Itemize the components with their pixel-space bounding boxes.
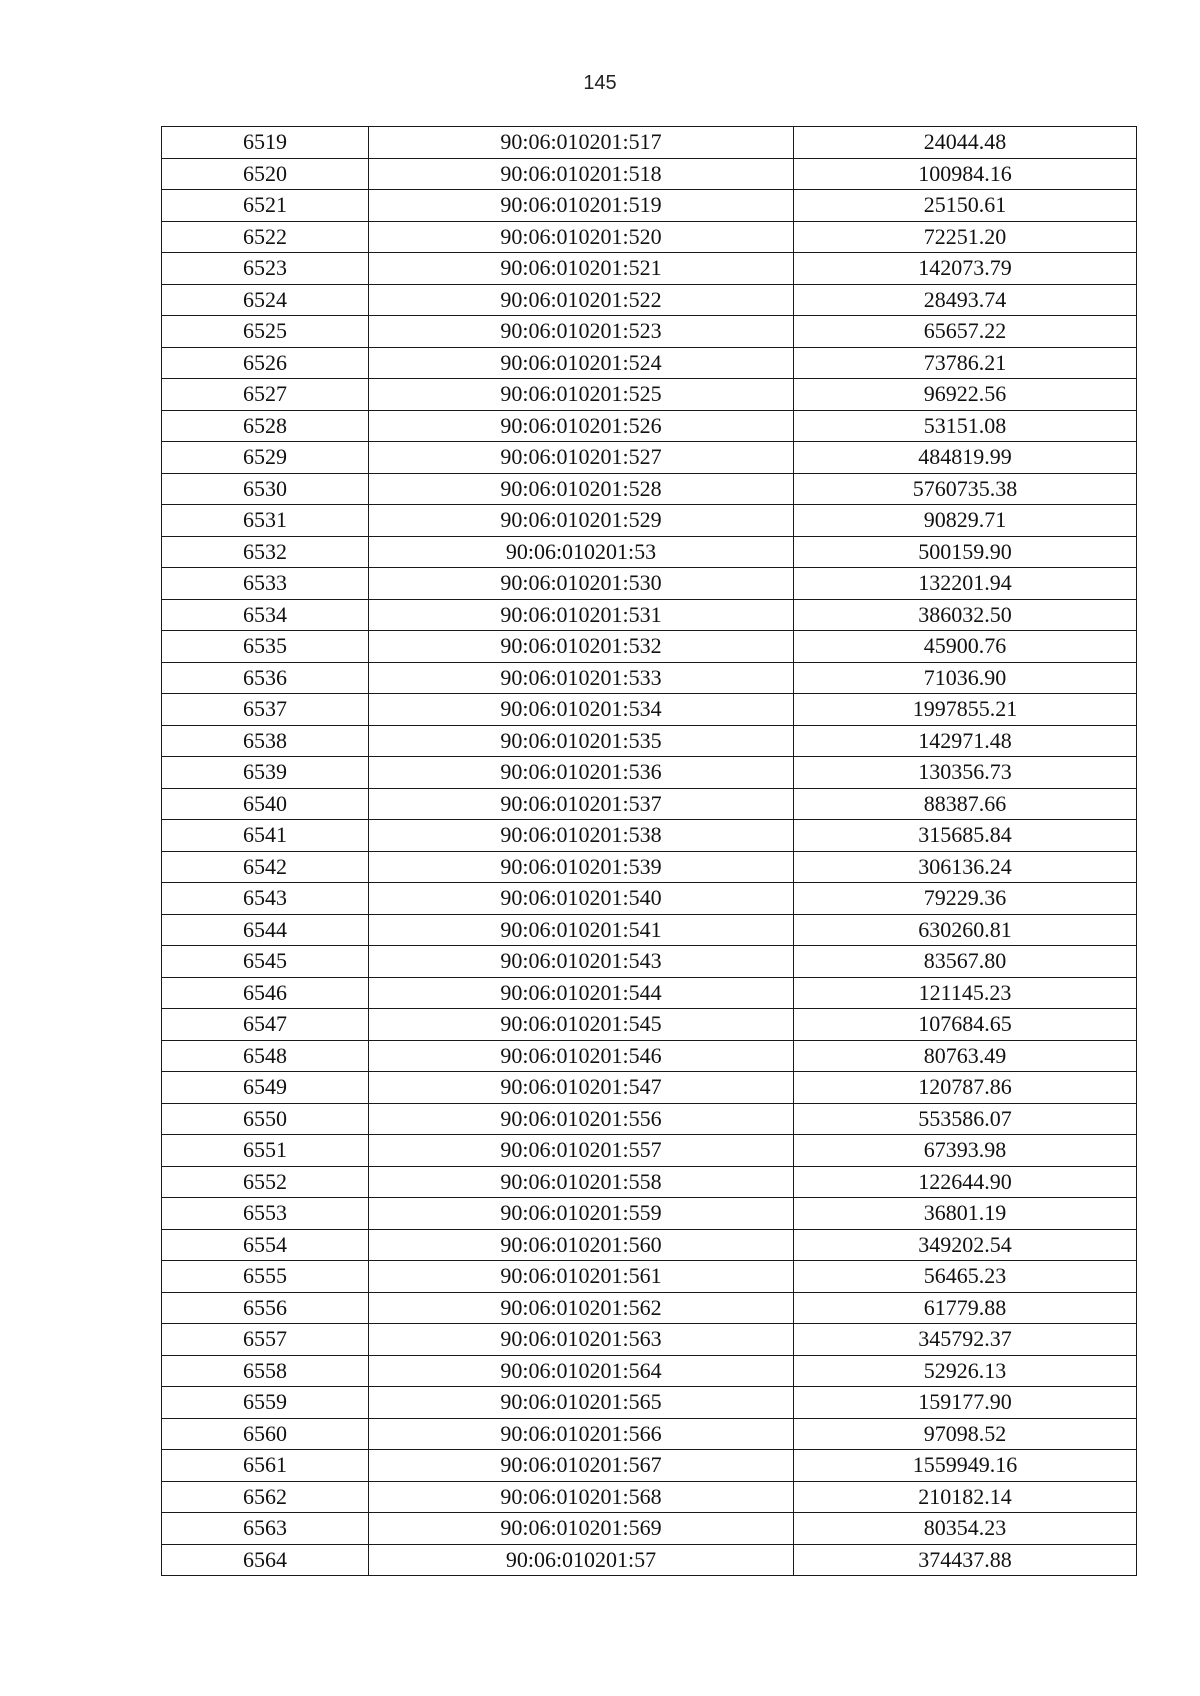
- value-cell: 121145.23: [794, 977, 1137, 1009]
- table-row: [162, 788, 1137, 820]
- cadastral-number-cell: 90:06:010201:564: [369, 1355, 794, 1387]
- value-cell: 67393.98: [794, 1135, 1137, 1167]
- cadastral-number-cell: 90:06:010201:546: [369, 1040, 794, 1072]
- value-cell: 553586.07: [794, 1103, 1137, 1135]
- table-row: [162, 253, 1137, 285]
- cadastral-number-cell: 90:06:010201:556: [369, 1103, 794, 1135]
- row-number-cell: 6540: [162, 788, 369, 820]
- row-number-cell: 6524: [162, 284, 369, 316]
- cadastral-number-cell: 90:06:010201:526: [369, 410, 794, 442]
- row-number-cell: 6530: [162, 473, 369, 505]
- row-number-cell: 6544: [162, 914, 369, 946]
- cadastral-number-cell: 90:06:010201:530: [369, 568, 794, 600]
- row-number-cell: 6549: [162, 1072, 369, 1104]
- value-cell: 1559949.16: [794, 1450, 1137, 1482]
- row-number-cell: 6537: [162, 694, 369, 726]
- row-number-cell: 6552: [162, 1166, 369, 1198]
- cadastral-number-cell: 90:06:010201:53: [369, 536, 794, 568]
- row-number-cell: 6553: [162, 1198, 369, 1230]
- table-row: [162, 1135, 1137, 1167]
- value-cell: 100984.16: [794, 158, 1137, 190]
- row-number-cell: 6539: [162, 757, 369, 789]
- table-row: [162, 536, 1137, 568]
- value-cell: 28493.74: [794, 284, 1137, 316]
- row-number-cell: 6564: [162, 1544, 369, 1576]
- table-row: [162, 1292, 1137, 1324]
- value-cell: 132201.94: [794, 568, 1137, 600]
- cadastral-number-cell: 90:06:010201:538: [369, 820, 794, 852]
- value-cell: 349202.54: [794, 1229, 1137, 1261]
- cadastral-number-cell: 90:06:010201:557: [369, 1135, 794, 1167]
- row-number-cell: 6563: [162, 1513, 369, 1545]
- table-row: [162, 662, 1137, 694]
- table-row: [162, 505, 1137, 537]
- cadastral-number-cell: 90:06:010201:533: [369, 662, 794, 694]
- table-row: [162, 1324, 1137, 1356]
- value-cell: 25150.61: [794, 190, 1137, 222]
- cadastral-number-cell: 90:06:010201:543: [369, 946, 794, 978]
- table-row: [162, 757, 1137, 789]
- row-number-cell: 6556: [162, 1292, 369, 1324]
- value-cell: 386032.50: [794, 599, 1137, 631]
- table-row: [162, 1072, 1137, 1104]
- value-cell: 65657.22: [794, 316, 1137, 348]
- cadastral-number-cell: 90:06:010201:567: [369, 1450, 794, 1482]
- row-number-cell: 6538: [162, 725, 369, 757]
- value-cell: 24044.48: [794, 127, 1137, 159]
- cadastral-number-cell: 90:06:010201:517: [369, 127, 794, 159]
- value-cell: 306136.24: [794, 851, 1137, 883]
- row-number-cell: 6529: [162, 442, 369, 474]
- table-row: [162, 1481, 1137, 1513]
- parcel-table: [161, 126, 1137, 1576]
- value-cell: 96922.56: [794, 379, 1137, 411]
- value-cell: 210182.14: [794, 1481, 1137, 1513]
- row-number-cell: 6543: [162, 883, 369, 915]
- cadastral-number-cell: 90:06:010201:522: [369, 284, 794, 316]
- table-row: [162, 725, 1137, 757]
- value-cell: 142971.48: [794, 725, 1137, 757]
- table-row: [162, 1229, 1137, 1261]
- row-number-cell: 6534: [162, 599, 369, 631]
- cadastral-number-cell: 90:06:010201:520: [369, 221, 794, 253]
- page-number: 145: [583, 72, 617, 94]
- cadastral-number-cell: 90:06:010201:518: [369, 158, 794, 190]
- table-row: [162, 694, 1137, 726]
- cadastral-number-cell: 90:06:010201:558: [369, 1166, 794, 1198]
- cadastral-number-cell: 90:06:010201:562: [369, 1292, 794, 1324]
- table-row: [162, 1513, 1137, 1545]
- row-number-cell: 6559: [162, 1387, 369, 1419]
- row-number-cell: 6541: [162, 820, 369, 852]
- value-cell: 345792.37: [794, 1324, 1137, 1356]
- row-number-cell: 6525: [162, 316, 369, 348]
- table-row: [162, 1355, 1137, 1387]
- value-cell: 45900.76: [794, 631, 1137, 663]
- table-row: [162, 1450, 1137, 1482]
- row-number-cell: 6558: [162, 1355, 369, 1387]
- value-cell: 500159.90: [794, 536, 1137, 568]
- value-cell: 374437.88: [794, 1544, 1137, 1576]
- cadastral-number-cell: 90:06:010201:547: [369, 1072, 794, 1104]
- value-cell: 72251.20: [794, 221, 1137, 253]
- table-row: [162, 158, 1137, 190]
- table-row: [162, 1544, 1137, 1576]
- row-number-cell: 6560: [162, 1418, 369, 1450]
- cadastral-number-cell: 90:06:010201:534: [369, 694, 794, 726]
- value-cell: 83567.80: [794, 946, 1137, 978]
- row-number-cell: 6533: [162, 568, 369, 600]
- cadastral-number-cell: 90:06:010201:521: [369, 253, 794, 285]
- cadastral-number-cell: 90:06:010201:527: [369, 442, 794, 474]
- cadastral-number-cell: 90:06:010201:563: [369, 1324, 794, 1356]
- value-cell: 97098.52: [794, 1418, 1137, 1450]
- row-number-cell: 6546: [162, 977, 369, 1009]
- row-number-cell: 6547: [162, 1009, 369, 1041]
- row-number-cell: 6527: [162, 379, 369, 411]
- table-row: [162, 1040, 1137, 1072]
- table-row: [162, 221, 1137, 253]
- cadastral-number-cell: 90:06:010201:536: [369, 757, 794, 789]
- cadastral-number-cell: 90:06:010201:524: [369, 347, 794, 379]
- cadastral-number-cell: 90:06:010201:539: [369, 851, 794, 883]
- row-number-cell: 6557: [162, 1324, 369, 1356]
- cadastral-number-cell: 90:06:010201:544: [369, 977, 794, 1009]
- table-row: [162, 410, 1137, 442]
- cadastral-number-cell: 90:06:010201:568: [369, 1481, 794, 1513]
- value-cell: 120787.86: [794, 1072, 1137, 1104]
- row-number-cell: 6519: [162, 127, 369, 159]
- value-cell: 5760735.38: [794, 473, 1137, 505]
- value-cell: 122644.90: [794, 1166, 1137, 1198]
- table-row: [162, 977, 1137, 1009]
- cadastral-number-cell: 90:06:010201:537: [369, 788, 794, 820]
- row-number-cell: 6535: [162, 631, 369, 663]
- row-number-cell: 6526: [162, 347, 369, 379]
- row-number-cell: 6548: [162, 1040, 369, 1072]
- value-cell: 73786.21: [794, 347, 1137, 379]
- cadastral-number-cell: 90:06:010201:569: [369, 1513, 794, 1545]
- value-cell: 484819.99: [794, 442, 1137, 474]
- cadastral-number-cell: 90:06:010201:540: [369, 883, 794, 915]
- value-cell: 90829.71: [794, 505, 1137, 537]
- table-row: [162, 914, 1137, 946]
- row-number-cell: 6561: [162, 1450, 369, 1482]
- table-row: [162, 1387, 1137, 1419]
- table-row: [162, 851, 1137, 883]
- cadastral-number-cell: 90:06:010201:529: [369, 505, 794, 537]
- table-row: [162, 1166, 1137, 1198]
- table-row: [162, 442, 1137, 474]
- value-cell: 52926.13: [794, 1355, 1137, 1387]
- cadastral-number-cell: 90:06:010201:566: [369, 1418, 794, 1450]
- cadastral-number-cell: 90:06:010201:561: [369, 1261, 794, 1293]
- value-cell: 142073.79: [794, 253, 1137, 285]
- cadastral-number-cell: 90:06:010201:57: [369, 1544, 794, 1576]
- table-row: [162, 473, 1137, 505]
- row-number-cell: 6542: [162, 851, 369, 883]
- value-cell: 107684.65: [794, 1009, 1137, 1041]
- value-cell: 71036.90: [794, 662, 1137, 694]
- row-number-cell: 6555: [162, 1261, 369, 1293]
- table-row: [162, 379, 1137, 411]
- value-cell: 130356.73: [794, 757, 1137, 789]
- value-cell: 1997855.21: [794, 694, 1137, 726]
- cadastral-number-cell: 90:06:010201:559: [369, 1198, 794, 1230]
- value-cell: 88387.66: [794, 788, 1137, 820]
- row-number-cell: 6554: [162, 1229, 369, 1261]
- value-cell: 36801.19: [794, 1198, 1137, 1230]
- cadastral-number-cell: 90:06:010201:535: [369, 725, 794, 757]
- table-row: [162, 127, 1137, 159]
- table-row: [162, 568, 1137, 600]
- value-cell: 79229.36: [794, 883, 1137, 915]
- table-row: [162, 946, 1137, 978]
- table-row: [162, 1418, 1137, 1450]
- row-number-cell: 6562: [162, 1481, 369, 1513]
- row-number-cell: 6551: [162, 1135, 369, 1167]
- cadastral-number-cell: 90:06:010201:528: [369, 473, 794, 505]
- value-cell: 80763.49: [794, 1040, 1137, 1072]
- value-cell: 315685.84: [794, 820, 1137, 852]
- row-number-cell: 6523: [162, 253, 369, 285]
- row-number-cell: 6536: [162, 662, 369, 694]
- row-number-cell: 6520: [162, 158, 369, 190]
- cadastral-number-cell: 90:06:010201:525: [369, 379, 794, 411]
- table-row: [162, 599, 1137, 631]
- table-row: [162, 883, 1137, 915]
- value-cell: 80354.23: [794, 1513, 1137, 1545]
- table-row: [162, 1103, 1137, 1135]
- cadastral-number-cell: 90:06:010201:532: [369, 631, 794, 663]
- parcel-table-body: [162, 127, 1137, 1576]
- cadastral-number-cell: 90:06:010201:565: [369, 1387, 794, 1419]
- cadastral-number-cell: 90:06:010201:523: [369, 316, 794, 348]
- table-row: [162, 1198, 1137, 1230]
- cadastral-number-cell: 90:06:010201:531: [369, 599, 794, 631]
- table-row: [162, 631, 1137, 663]
- value-cell: 630260.81: [794, 914, 1137, 946]
- cadastral-number-cell: 90:06:010201:560: [369, 1229, 794, 1261]
- table-row: [162, 820, 1137, 852]
- row-number-cell: 6532: [162, 536, 369, 568]
- value-cell: 53151.08: [794, 410, 1137, 442]
- row-number-cell: 6550: [162, 1103, 369, 1135]
- cadastral-number-cell: 90:06:010201:519: [369, 190, 794, 222]
- value-cell: 61779.88: [794, 1292, 1137, 1324]
- cadastral-number-cell: 90:06:010201:541: [369, 914, 794, 946]
- value-cell: 159177.90: [794, 1387, 1137, 1419]
- row-number-cell: 6528: [162, 410, 369, 442]
- row-number-cell: 6521: [162, 190, 369, 222]
- row-number-cell: 6545: [162, 946, 369, 978]
- value-cell: 56465.23: [794, 1261, 1137, 1293]
- table-row: [162, 284, 1137, 316]
- table-row: [162, 190, 1137, 222]
- table-row: [162, 1261, 1137, 1293]
- cadastral-number-cell: 90:06:010201:545: [369, 1009, 794, 1041]
- row-number-cell: 6531: [162, 505, 369, 537]
- table-row: [162, 316, 1137, 348]
- row-number-cell: 6522: [162, 221, 369, 253]
- table-row: [162, 347, 1137, 379]
- table-row: [162, 1009, 1137, 1041]
